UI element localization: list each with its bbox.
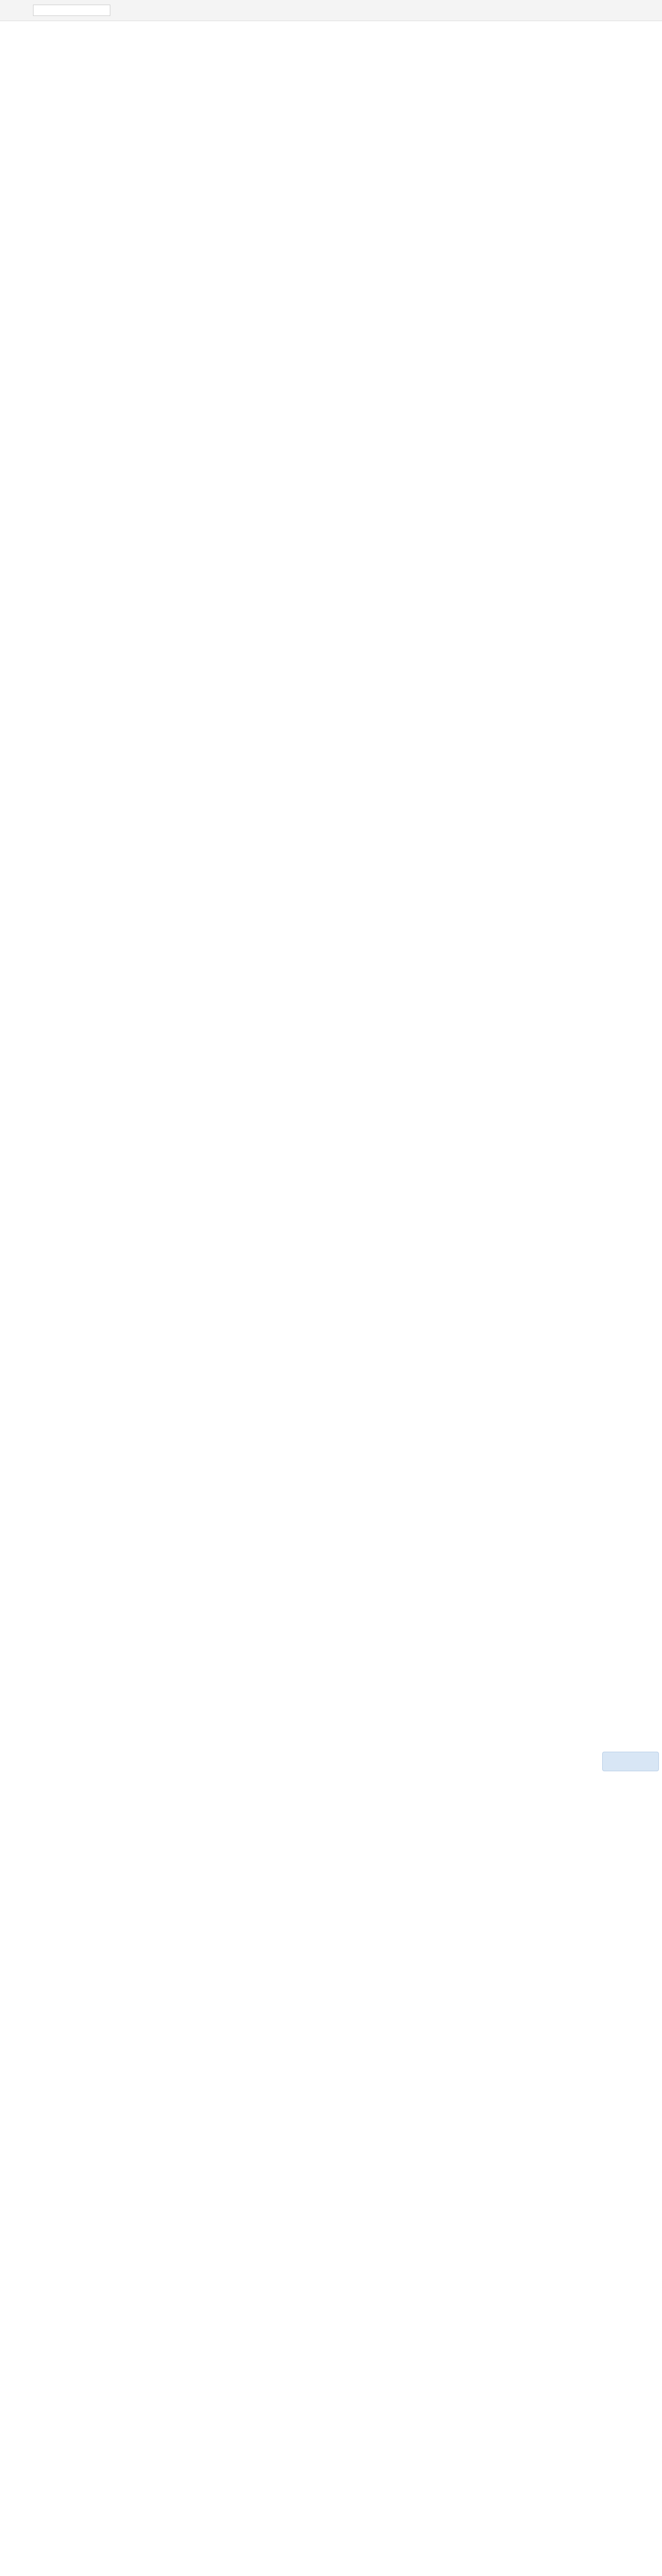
reading-page (73, 21, 589, 382)
search-input[interactable] (33, 5, 110, 16)
body-paragraph (133, 241, 529, 250)
breadcrumb (73, 46, 589, 57)
body-paragraph (133, 191, 529, 200)
body-paragraph (133, 208, 529, 217)
chapter-nav (73, 83, 589, 94)
body-paragraph (133, 372, 529, 382)
body-paragraph (133, 274, 529, 283)
side-button[interactable] (602, 1752, 659, 1771)
login-notice (73, 30, 589, 40)
body-paragraph (133, 307, 529, 316)
body-paragraph (133, 323, 529, 332)
body-paragraph (133, 290, 529, 299)
body-paragraph (133, 257, 529, 266)
chapter-title (73, 129, 589, 150)
chapter-body (133, 191, 529, 382)
body-paragraph (133, 224, 529, 233)
chapter-number (73, 107, 589, 117)
body-paragraph (133, 340, 529, 349)
top-nav-bar (0, 0, 662, 21)
body-paragraph (133, 356, 529, 365)
